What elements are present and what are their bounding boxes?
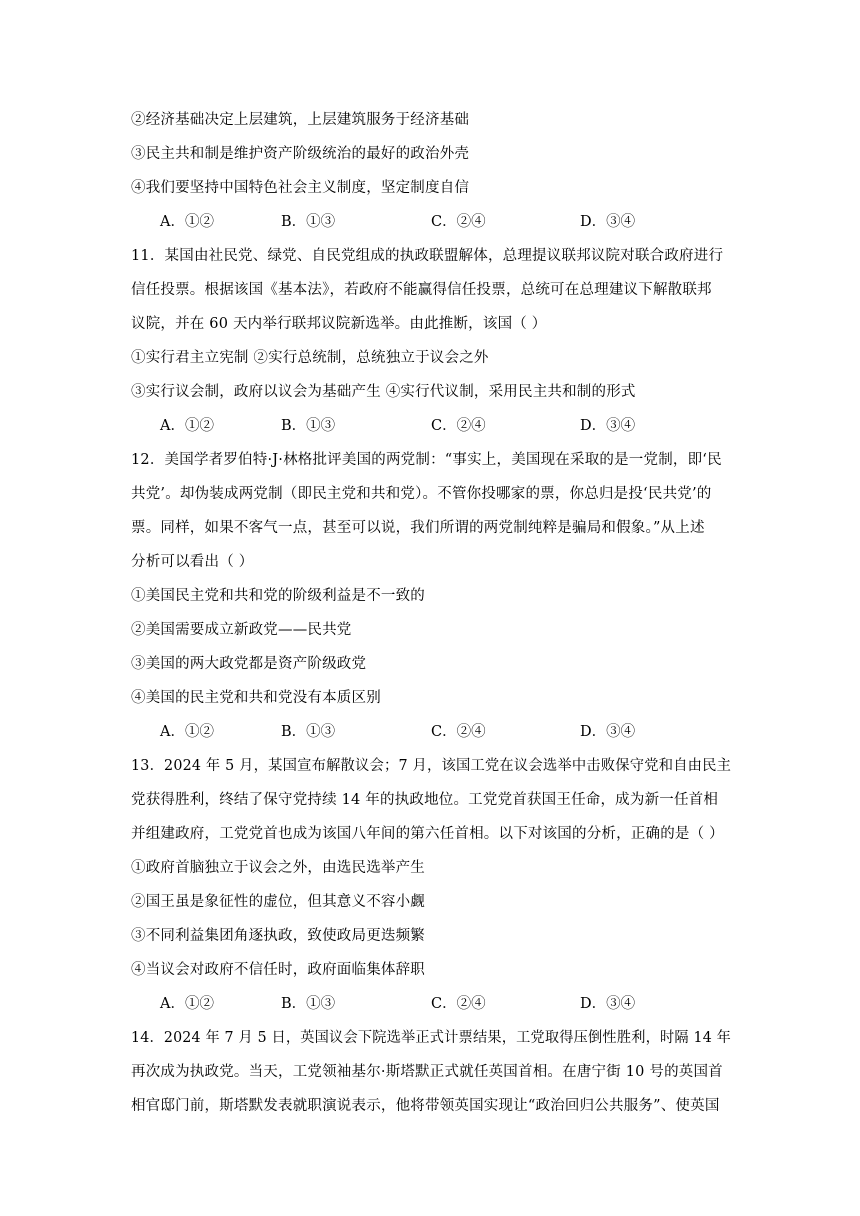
q11-stem-line: 议院，并在 60 天内举行联邦议院新选举。由此推断，该国（ ） [131,316,547,332]
q12-item-3: ③美国的两大政党都是资产阶级政党 [131,656,367,672]
q11-option-d: D．③④ [580,418,636,434]
q10-option-b: B．①③ [281,214,336,230]
q12-option-d: D．③④ [580,724,636,740]
q12-item-2: ②美国需要成立新政党——民共党 [131,622,352,638]
q14-stem-line: 相官邸门前，斯塔默发表就职演说表示，他将带领英国实现让“政治回归公共服务”、使英国 [131,1098,720,1114]
q13-item-4: ④当议会对政府不信任时，政府面临集体辞职 [131,962,425,978]
q12-stem-line: 共党’。却伪装成两党制（即民主党和共和党）。不管你投哪家的票，你总归是投‘民共党’的 [131,486,712,502]
q11-items-line: ①实行君主立宪制 ②实行总统制，总统独立于议会之外 [131,350,489,366]
q13-option-c: C．②④ [431,996,486,1012]
q10-item-3: ③民主共和制是维护资产阶级统治的最好的政治外壳 [131,146,470,162]
q12-option-a: A．①② [160,724,214,740]
q13-option-d: D．③④ [580,996,636,1012]
q11-option-c: C．②④ [431,418,486,434]
q12-item-4: ④美国的民主党和共和党没有本质区别 [131,690,381,706]
q12-option-b: B．①③ [281,724,336,740]
q13-stem-line: 并组建政府，工党党首也成为该国八年间的第六任首相。以下对该国的分析，正确的是（ ） [131,826,724,842]
q10-option-a: A．①② [160,214,214,230]
q11-stem-line: 信任投票。根据该国《基本法》，若政府不能赢得信任投票，总统可在总理建议下解散联邦 [131,282,712,298]
q14-stem-line: 14．2024 年 7 月 5 日，英国议会下院选举正式计票结果，工党取得压倒性胜利，时隔 14 年 [131,1030,732,1046]
q11-items-line: ③实行议会制，政府以议会为基础产生 ④实行代议制，采用民主共和制的形式 [131,384,636,400]
q13-item-2: ②国王虽是象征性的虚位，但其意义不容小觑 [131,894,425,910]
q13-option-a: A．①② [160,996,214,1012]
q10-option-c: C．②④ [431,214,486,230]
q12-stem-line: 分析可以看出（ ） [131,554,254,570]
q11-option-a: A．①② [160,418,214,434]
q10-item-2: ②经济基础决定上层建筑，上层建筑服务于经济基础 [131,112,470,128]
q10-option-d: D．③④ [580,214,636,230]
q13-stem-line: 13．2024 年 5 月，某国宣布解散议会；7 月，该国工党在议会选举中击败保守党和自由民主 [131,758,732,774]
q12-stem-line: 12．美国学者罗伯特·J·林格批评美国的两党制：“事实上，美国现在采取的是一党制，即‘民 [131,452,722,468]
q13-item-1: ①政府首脑独立于议会之外，由选民选举产生 [131,860,425,876]
q13-item-3: ③不同利益集团角逐执政，致使政局更迭频繁 [131,928,425,944]
q12-item-1: ①美国民主党和共和党的阶级利益是不一致的 [131,588,425,604]
q10-item-4: ④我们要坚持中国特色社会主义制度，坚定制度自信 [131,180,470,196]
q12-stem-line: 票。同样，如果不客气一点，甚至可以说，我们所谓的两党制纯粹是骗局和假象。”从上述 [131,520,705,536]
q12-option-c: C．②④ [431,724,486,740]
q11-stem-line: 11．某国由社民党、绿党、自民党组成的执政联盟解体，总理提议联邦议院对联合政府进行 [131,248,724,264]
q14-stem-line: 再次成为执政党。当天，工党领袖基尔·斯塔默正式就任英国首相。在唐宁街 10 号的英国首 [131,1064,723,1080]
q13-option-b: B．①③ [281,996,336,1012]
q13-stem-line: 党获得胜利，终结了保守党持续 14 年的执政地位。工党党首获国王任命，成为新一任首相 [131,792,719,808]
q11-option-b: B．①③ [281,418,336,434]
